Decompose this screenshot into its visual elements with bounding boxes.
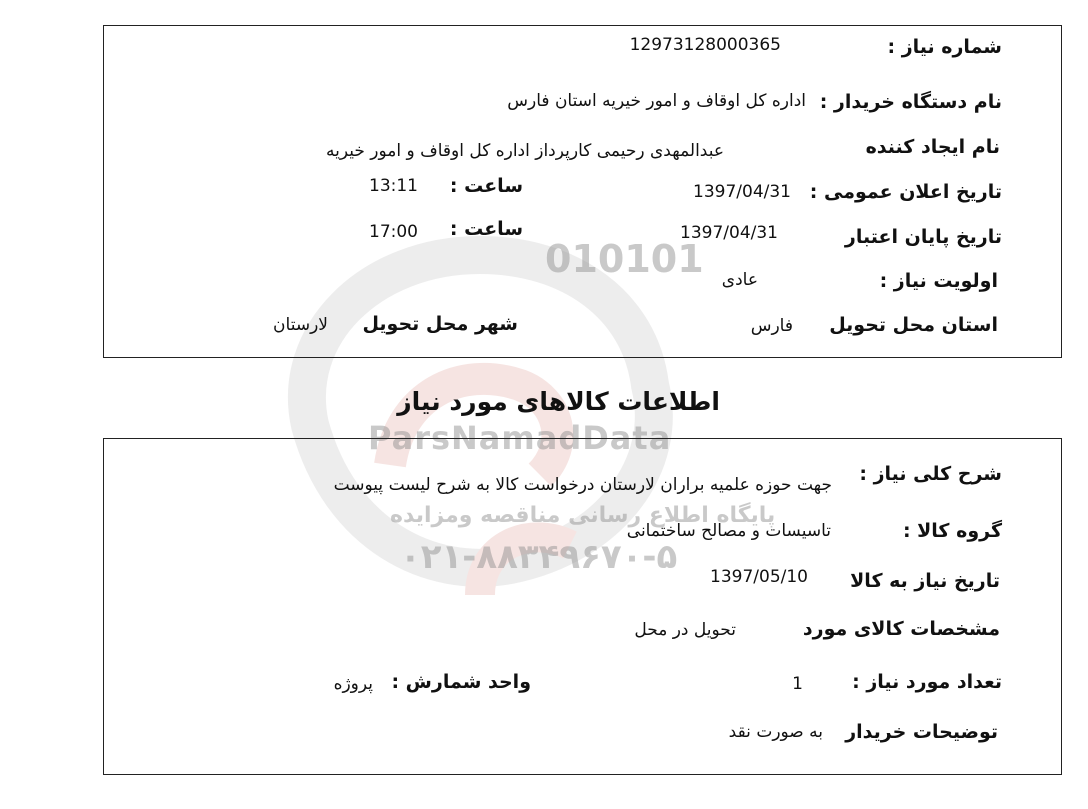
- buyer-org-value: اداره کل اوقاف و امور خیریه استان فارس: [507, 91, 806, 111]
- announce-time-label: ساعت :: [449, 175, 523, 197]
- watermark-brand: ParsNamadData: [368, 419, 672, 457]
- priority-value: عادی: [721, 270, 758, 290]
- quantity-value: 1: [792, 674, 803, 694]
- need-date-label: تاریخ نیاز به کالا: [850, 570, 1000, 592]
- expiry-time-label: ساعت :: [449, 218, 523, 240]
- goods-group-value: تاسیسات و مصالح ساختمانی: [626, 521, 831, 541]
- quantity-label: تعداد مورد نیاز :: [852, 671, 1002, 693]
- province-label: استان محل تحویل: [829, 314, 998, 336]
- buyer-notes-label: توضیحات خریدار: [845, 721, 998, 743]
- specs-value: تحویل در محل: [634, 620, 736, 640]
- announce-date-label: تاریخ اعلان عمومی :: [809, 181, 1002, 203]
- description-value: جهت حوزه علمیه براران لارستان درخواست کالا به شرح لیست پیوست: [333, 475, 832, 495]
- watermark-phone: ۰۲۱-۸۸۳۴۹۶۷۰-۵: [400, 537, 678, 577]
- specs-label: مشخصات کالای مورد: [802, 618, 1000, 640]
- unit-value: پروژه: [333, 674, 373, 694]
- goods-group-label: گروه کالا :: [902, 520, 1002, 542]
- need-date-value: 1397/05/10: [710, 567, 808, 587]
- announce-date-value: 1397/04/31: [693, 182, 791, 202]
- unit-label: واحد شمارش :: [391, 671, 531, 693]
- city-label: شهر محل تحویل: [362, 313, 518, 335]
- province-value: فارس: [750, 316, 793, 336]
- description-label: شرح کلی نیاز :: [859, 463, 1002, 485]
- priority-label: اولویت نیاز :: [879, 270, 998, 292]
- watermark-tagline: پایگاه اطلاع رسانی مناقصه ومزایده: [390, 503, 776, 528]
- buyer-notes-value: به صورت نقد: [728, 722, 823, 742]
- city-value: لارستان: [273, 315, 328, 335]
- announce-time-value: 13:11: [369, 176, 418, 196]
- expiry-date-label: تاریخ پایان اعتبار: [844, 226, 1002, 248]
- expiry-time-value: 17:00: [369, 222, 418, 242]
- watermark-digits: 010101: [545, 237, 704, 281]
- creator-label: نام ایجاد کننده: [865, 136, 1000, 158]
- need-number-value: 12973128000365: [629, 35, 781, 55]
- need-number-label: شماره نیاز :: [887, 36, 1002, 58]
- goods-info-title: اطلاعات کالاهای مورد نیاز: [397, 387, 720, 416]
- buyer-org-label: نام دستگاه خریدار :: [819, 91, 1002, 113]
- expiry-date-value: 1397/04/31: [680, 223, 778, 243]
- creator-value: عبدالمهدی رحیمی کارپرداز اداره کل اوقاف و امور خیریه: [325, 141, 724, 161]
